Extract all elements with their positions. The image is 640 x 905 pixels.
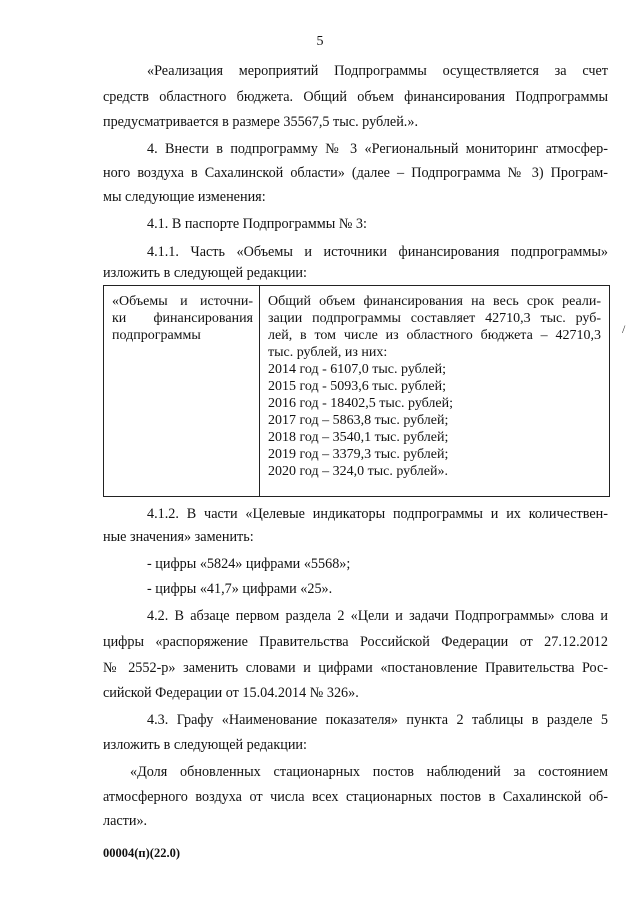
table-left-line: «Объемы и источни-	[112, 294, 253, 309]
paragraph-line: мы следующие изменения:	[103, 189, 266, 205]
table-right-line: 2019 год – 3379,3 тыс. рублей;	[268, 447, 449, 462]
table-right-line: 2018 год – 3540,1 тыс. рублей;	[268, 430, 449, 445]
table-right-line: 2015 год - 5093,6 тыс. рублей;	[268, 379, 447, 394]
paragraph-line: ного воздуха в Сахалинской области» (далее – Подпрограмма № 3) Програм-	[103, 165, 608, 181]
paragraph-line: ласти».	[103, 813, 148, 829]
scan-mark: /	[622, 322, 626, 336]
paragraph-line: изложить в следующей редакции:	[103, 265, 307, 281]
document-code: 00004(п)(22.0)	[103, 846, 180, 860]
table-right-line: 2020 год – 324,0 тыс. рублей».	[268, 464, 448, 479]
table-right-line: тыс. рублей, из них:	[268, 345, 388, 360]
table-right-line: 2014 год - 6107,0 тыс. рублей;	[268, 362, 447, 377]
paragraph-line: изложить в следующей редакции:	[103, 737, 307, 753]
paragraph-line: 4.2. В абзаце первом раздела 2 «Цели и задачи Подпрограммы» слова и	[147, 608, 608, 624]
paragraph-line: 4.1.2. В части «Целевые индикаторы подпрограммы и их количествен-	[147, 506, 608, 522]
paragraph-line: № 2552-р» заменить словами и цифрами «постановление Правительства Рос-	[103, 660, 608, 676]
paragraph-line: атмосферного воздуха от числа всех стационарных постов в Сахалинской об-	[103, 789, 608, 805]
list-item: - цифры «41,7» цифрами «25».	[147, 581, 333, 597]
paragraph-item-4-1: 4.1. В паспорте Подпрограммы № 3:	[147, 216, 367, 232]
paragraph-line: 4.1.1. Часть «Объемы и источники финансирования подпрограммы»	[147, 244, 608, 260]
paragraph-line: ные значения» заменить:	[103, 529, 254, 545]
table-right-line: 2016 год - 18402,5 тыс. рублей;	[268, 396, 454, 411]
table-divider	[259, 286, 260, 496]
paragraph-line: предусматривается в размере 35567,5 тыс. рублей.».	[103, 114, 418, 130]
list-item: - цифры «5824» цифрами «5568»;	[147, 556, 351, 572]
paragraph-line: «Доля обновленных стационарных постов наблюдений за состоянием	[130, 764, 608, 780]
page-number: 5	[316, 34, 324, 49]
table-left-line: подпрограммы	[112, 328, 201, 343]
table-right-line: 2017 год – 5863,8 тыс. рублей;	[268, 413, 449, 428]
paragraph-line: средств областного бюджета. Общий объем финансирования Подпрограммы	[103, 89, 608, 105]
table-right-line: зации подпрограммы составляет 42710,3 тыс. руб-	[268, 311, 601, 326]
paragraph-line: 4. Внести в подпрограмму № 3 «Региональный мониторинг атмосфер-	[147, 141, 608, 157]
paragraph-line: сийской Федерации от 15.04.2014 № 326».	[103, 685, 359, 701]
table-left-line: ки финансирования	[112, 311, 253, 326]
table-right-line: лей, в том числе из областного бюджета – 42710,3	[268, 328, 601, 343]
paragraph-line: цифры «распоряжение Правительства Российской Федерации от 27.12.2012	[103, 634, 608, 650]
paragraph-line: «Реализация мероприятий Подпрограммы осуществляется за счет	[147, 63, 608, 79]
passport-table	[103, 285, 610, 497]
table-right-line: Общий объем финансирования на весь срок реали-	[268, 294, 601, 309]
paragraph-line: 4.3. Графу «Наименование показателя» пункта 2 таблицы в разделе 5	[147, 712, 608, 728]
